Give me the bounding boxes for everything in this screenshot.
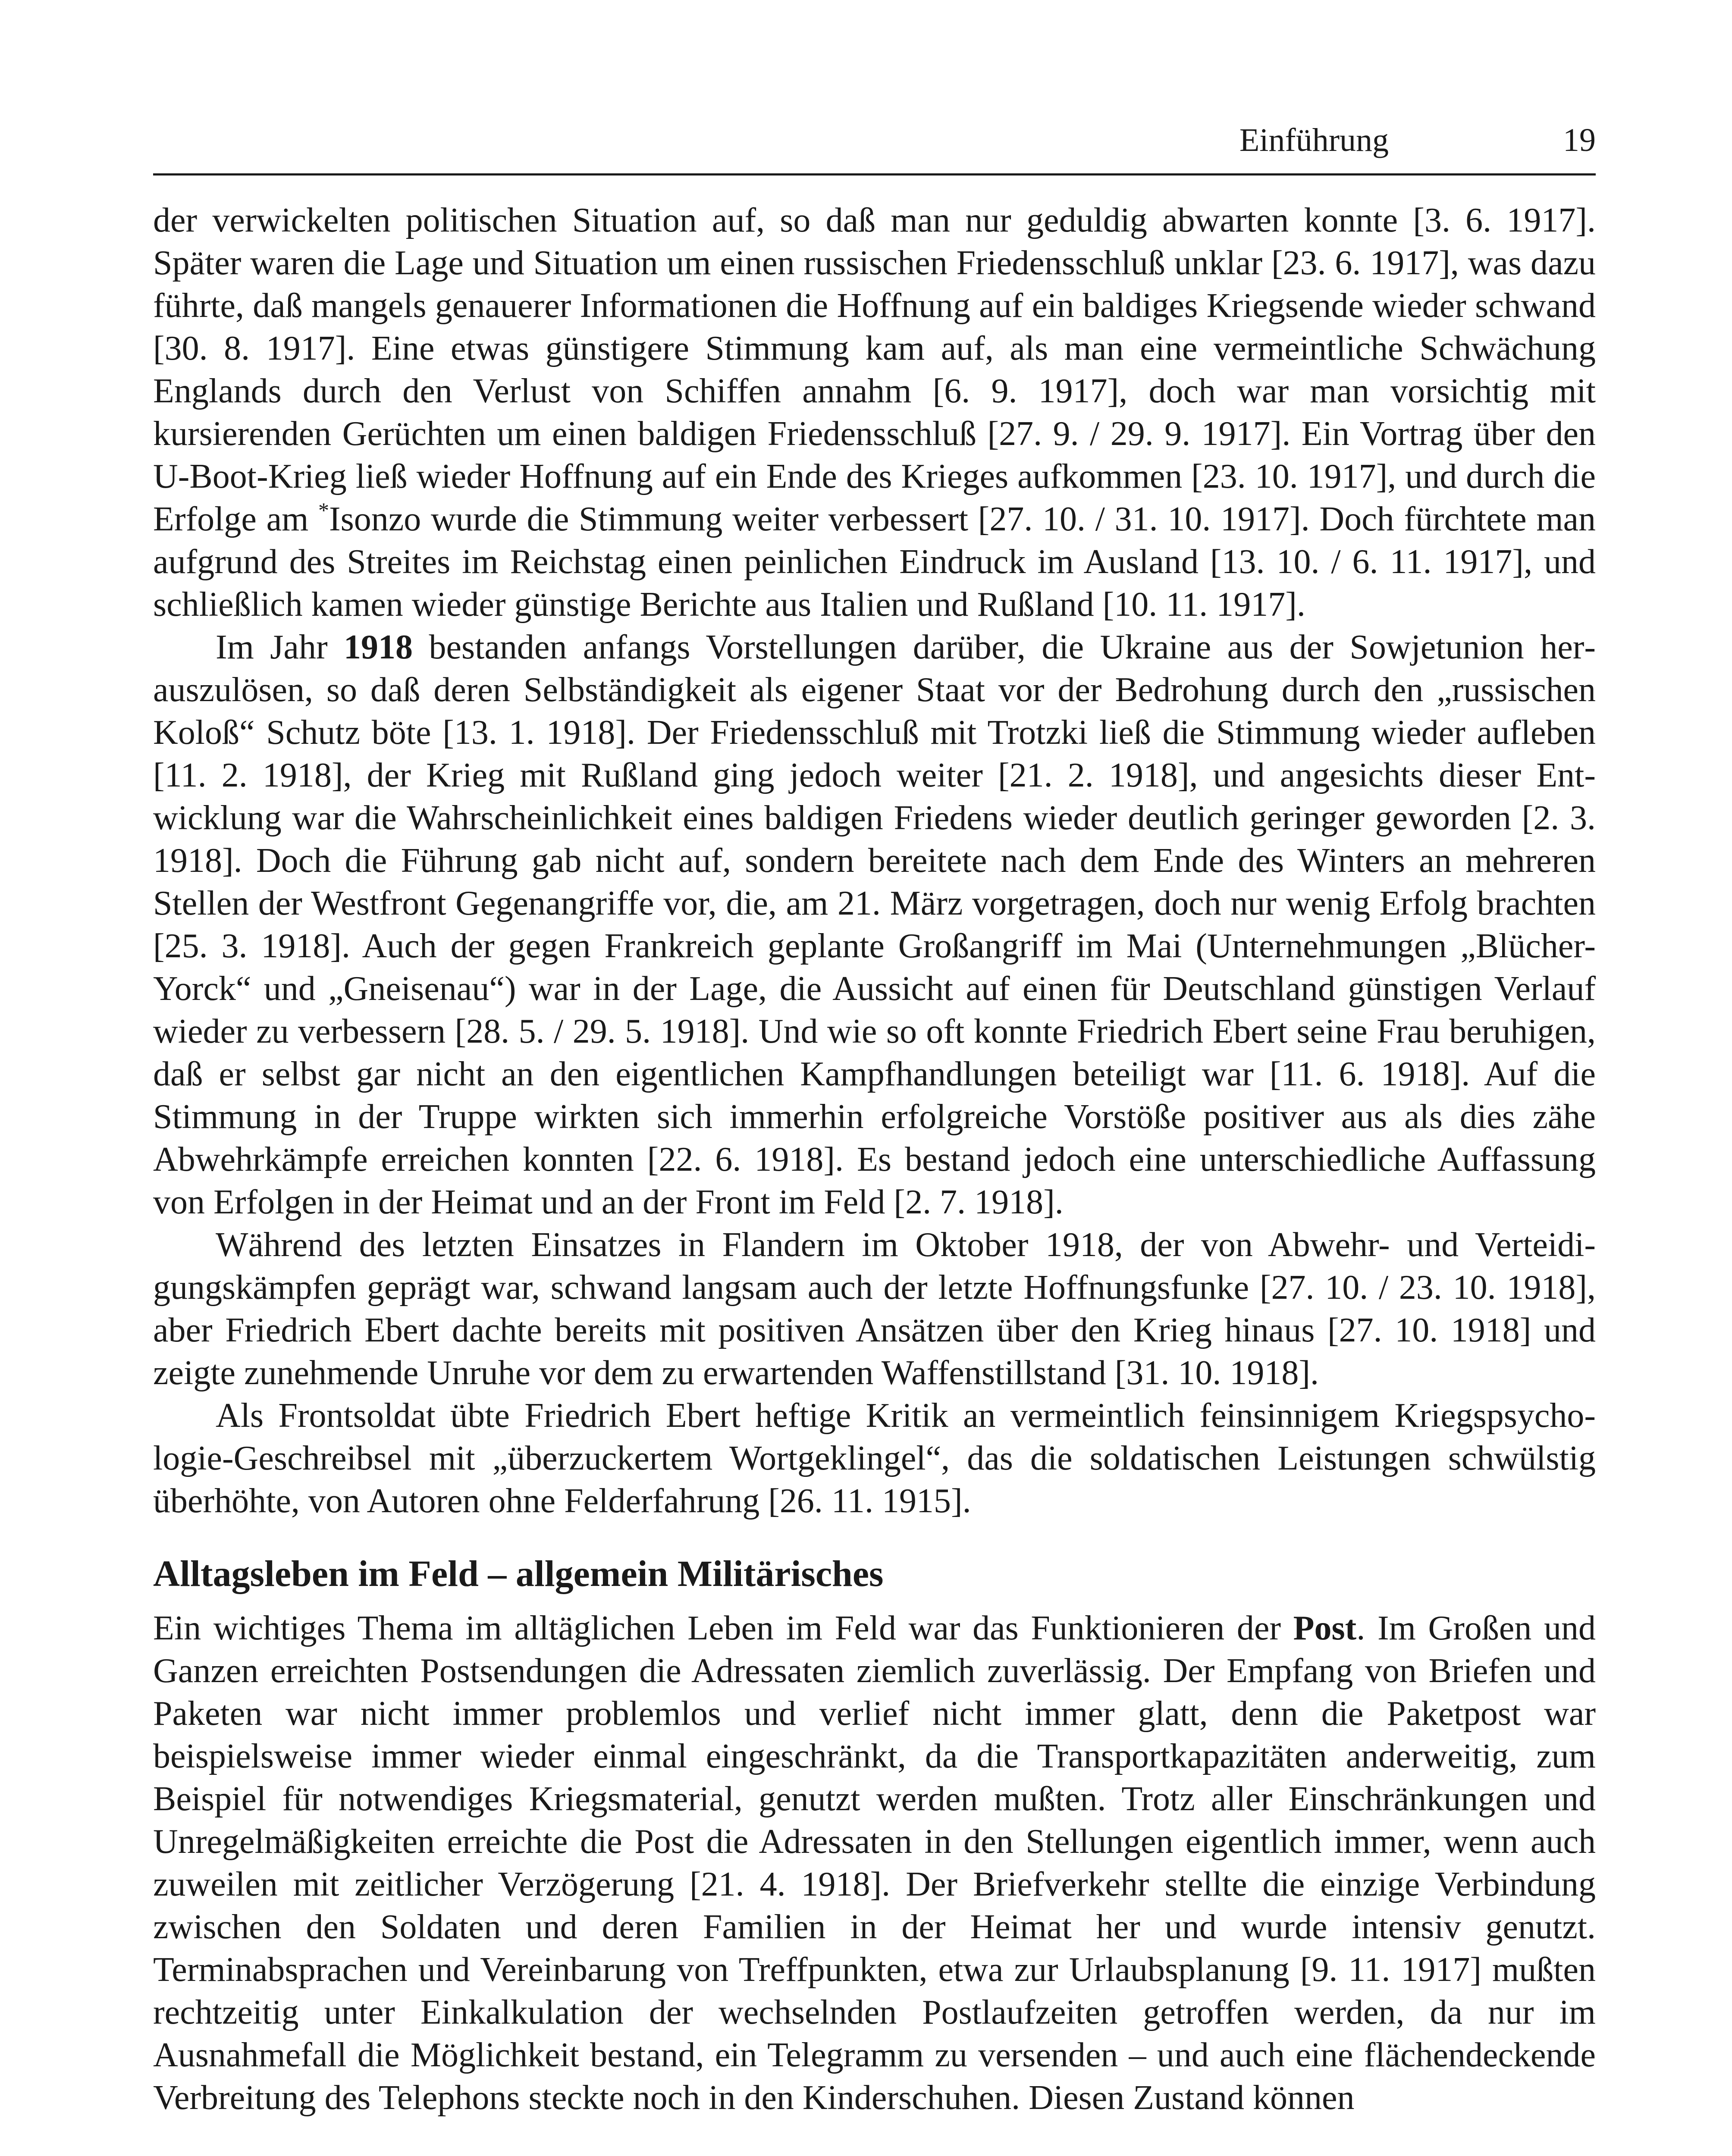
paragraph bbox=[153, 1607, 1596, 2119]
paragraph bbox=[153, 199, 1596, 626]
keyword-emphasis: Post bbox=[1293, 1609, 1357, 1647]
text-segment: Als Frontsoldat übte Friedrich Ebert heftige Kritik an vermeintlich feinsinnigem Kriegspsychologie-Geschreibsel mit „überzuckertem Wortgeklingel“, das die soldatischen Leistungen schwülstig überhöhte, von Autoren ohne Felderfahrung [26. 11. 1915]. bbox=[153, 1397, 1596, 1520]
paragraph bbox=[153, 1224, 1596, 1395]
text-segment: Ein wichtiges Thema im alltäglichen Leben im Feld war das Funktionieren der bbox=[153, 1609, 1293, 1647]
page-number: 19 bbox=[1563, 122, 1596, 158]
text-segment: . Im Großen und Ganzen erreichten Postsendungen die Adressaten ziemlich zuverlässig. Der Empfang von Briefen und Paketen war nicht immer problemlos und verlief nicht immer glatt, denn die Paketpost war beispielsweise immer wieder einmal eingeschränkt, da die Transportkapazitäten anderweitig, zum Beispiel für notwendiges Kriegsmaterial, genutzt werden mußten. Trotz aller Einschränkungen und Unregelmäßigkeiten erreichte die Post die Adressaten in den Stellungen eigentlich immer, wenn auch zuweilen mit zeitlicher Verzögerung [21. 4. 1918]. Der Briefverkehr stellte die einzige Verbindung zwischen den Soldaten und deren Familien in der Heimat her und wurde intensiv genutzt. Terminabsprachen und Vereinbarung von Treffpunkten, etwa zur Urlaubsplanung [9. 11. 1917] mußten rechtzeitig unter Einkalkulation der wechselnden Postlaufzeiten getroffen werden, da nur im Ausnahmefall die Möglichkeit bestand, ein Telegramm zu versenden – und auch eine flächendeckende Verbreitung des Telephons steckte noch in den Kinderschuhen. Diesen Zustand können bbox=[153, 1609, 1596, 2117]
paragraph bbox=[153, 1395, 1596, 1523]
asterisk-marker: * bbox=[318, 498, 329, 522]
running-head bbox=[153, 116, 1596, 164]
running-head-title: Einführung bbox=[1239, 122, 1389, 158]
text-segment: der verwickelten politischen Situation auf, so daß man nur geduldig abwarten konnte [3. 6. 1917]. Später waren die Lage und Situation um einen russischen Friedensschluß unklar [23. 6. 1917], was dazu führte, daß mangels genauerer Informationen die Hoffnung auf ein baldiges Kriegsende wieder schwand [30. 8. 1917]. Eine etwas günstigere Stimmung kam auf, als man eine vermeintliche Schwächung Englands durch den Verlust von Schiffen annahm [6. 9. 1917], doch war man vorsichtig mit kursierenden Gerüchten um einen baldigen Friedensschluß [27. 9. / 29. 9. 1917]. Ein Vortrag über den U-Boot-Krieg ließ wieder Hoffnung auf ein Ende des Krieges aufkommen [23. 10. 1917], und durch die Erfolge am bbox=[153, 201, 1596, 538]
text-segment: Im Jahr bbox=[216, 628, 344, 666]
section-heading: Alltagsleben im Feld – allgemein Militärisches bbox=[153, 1553, 884, 1594]
body-text bbox=[153, 199, 1596, 1523]
text-segment: bestanden anfangs Vorstellungen darüber, die Ukraine aus der Sowjetunion herauszulösen, so daß deren Selbständigkeit als eigener Staat vor der Bedrohung durch den „russischen Koloß“ Schutz böte [13. 1. 1918]. Der Friedensschluß mit Trotzki ließ die Stimmung wieder aufleben [11. 2. 1918], der Krieg mit Rußland ging jedoch weiter [21. 2. 1918], und angesichts dieser Entwicklung war die Wahrscheinlichkeit eines baldigen Friedens wieder deutlich geringer geworden [2. 3. 1918]. Doch die Führung gab nicht auf, sondern bereitete nach dem Ende des Winters an mehreren Stellen der Westfront Gegenangriffe vor, die, am 21. März vorgetragen, doch nur wenig Erfolg brachten [25. 3. 1918]. Auch der gegen Frankreich geplante Großangriff im Mai (Unternehmungen „Blücher-Yorck“ und „Gneisenau“) war in der Lage, die Aussicht auf einen für Deutschland günstigen Verlauf wieder zu verbessern [28. 5. / 29. 5. 1918]. Und wie so oft konnte Friedrich Ebert seine Frau beruhigen, daß er selbst gar nicht an den eigentlichen Kampfhandlungen beteiligt war [11. 6. 1918]. Auf die Stimmung in der Truppe wirkten sich immerhin erfolgreiche Vorstöße positiver aus als dies zähe Abwehrkämpfe erreichen konnten [22. 6. 1918]. Es bestand jedoch eine unterschiedliche Auffassung von Erfolgen in der Heimat und an der Front im Feld [2. 7. 1918]. bbox=[153, 628, 1596, 1221]
book-page bbox=[153, 116, 1596, 2119]
text-segment: Isonzo wurde die Stimmung weiter verbessert [27. 10. / 31. 10. 1917]. Doch fürchtete man aufgrund des Streites im Reichstag einen peinlichen Eindruck im Ausland [13. 10. / 6. 11. 1917], und schließlich kamen wieder günstige Berichte aus Italien und Rußland [10. 11. 1917]. bbox=[153, 500, 1596, 624]
year-emphasis: 1918 bbox=[344, 628, 413, 666]
paragraph bbox=[153, 626, 1596, 1224]
header-rule bbox=[153, 173, 1596, 175]
text-segment: Während des letzten Einsatzes in Flandern im Oktober 1918, der von Abwehr- und Verteidigungskämpfen geprägt war, schwand langsam auch der letzte Hoffnungsfunke [27. 10. / 23. 10. 1918], aber Friedrich Ebert dachte bereits mit positiven Ansätzen über den Krieg hinaus [27. 10. 1918] und zeigte zunehmende Unruhe vor dem zu erwartenden Waffenstillstand [31. 10. 1918]. bbox=[153, 1226, 1596, 1392]
section-body bbox=[153, 1607, 1596, 2119]
